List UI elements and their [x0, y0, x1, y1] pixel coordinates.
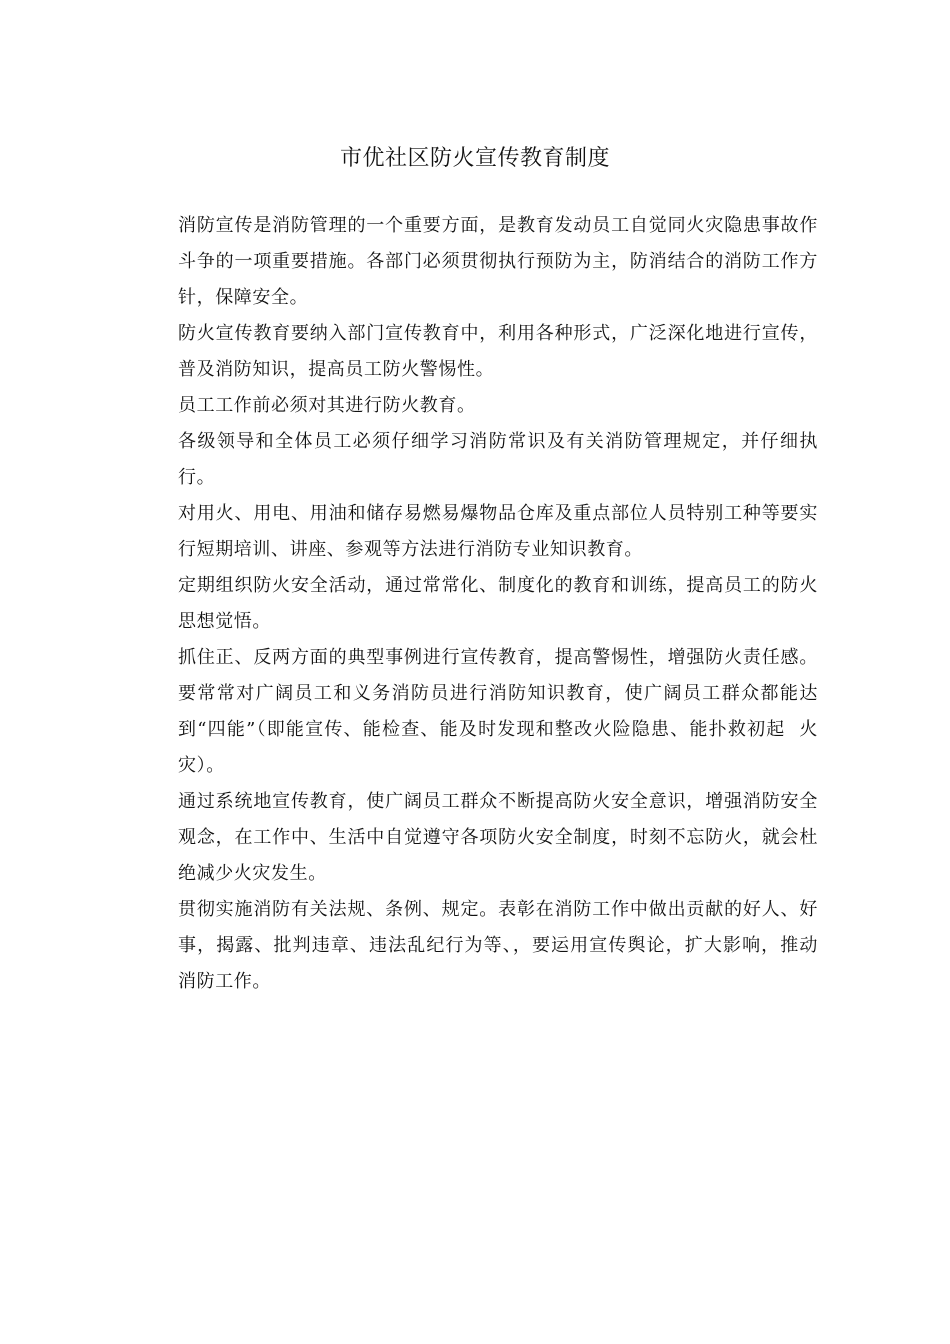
paragraph-regular-activities: 定期组织防火安全活动，通过常常化、制度化的教育和训练，提高员工的防火思想觉悟。	[178, 575, 818, 632]
paragraph-pre-work-education: 员工工作前必须对其进行防火教育。	[178, 395, 476, 416]
paragraph-special-training: 对用火、用电、用油和储存易燃易爆物品仓库及重点部位人员特别工种等要实行短期培训、讲座、参观等方法进行消防专业知识教育。	[178, 503, 818, 560]
paragraph-publicity-importance: 消防宣传是消防管理的一个重要方面，是教育发动员工自觉同火灾隐患事故作斗争的一项重要措施。各部门必须贯彻执行预防为主，防消结合的消防工作方针，保障安全。	[178, 215, 818, 308]
document-title: 市优社区防火宣传教育制度	[339, 146, 610, 171]
paragraph-regulations-implementation: 贯彻实施消防有关法规、条例、规定。表彰在消防工作中做出贡献的好人、好事，揭露、批判违章、违法乱纪行为等、，要运用宣传舆论，扩大影响，推动消防工作。	[178, 899, 818, 992]
paragraph-department-education: 防火宣传教育要纳入部门宣传教育中，利用各种形式，广泛深化地进行宣传， 普及消防知识，提高员工防火警惕性。	[178, 323, 831, 380]
document-body	[178, 208, 831, 1000]
paragraph-leadership-study: 各级领导和全体员工必须仔细学习消防常识及有关消防管理规定，并仔细执行。	[178, 431, 818, 488]
paragraph-case-education: 抓住正、反两方面的典型事例进行宣传教育，提高警惕性，增强防火责任感。 要常常对广阔员工和义务消防员进行消防知识教育，使广阔员工群众都能达 到“四能”（即能宣传、能检查、能及时发现和整改火险隐患、能扑救初起 火灾）。	[178, 647, 831, 776]
paragraph-systematic-education: 通过系统地宣传教育，使广阔员工群众不断提高防火安全意识，增强消防安全观念，在工作中、生活中自觉遵守各项防火安全制度，时刻不忘防火，就会杜绝减少火灾发生。	[178, 791, 818, 884]
